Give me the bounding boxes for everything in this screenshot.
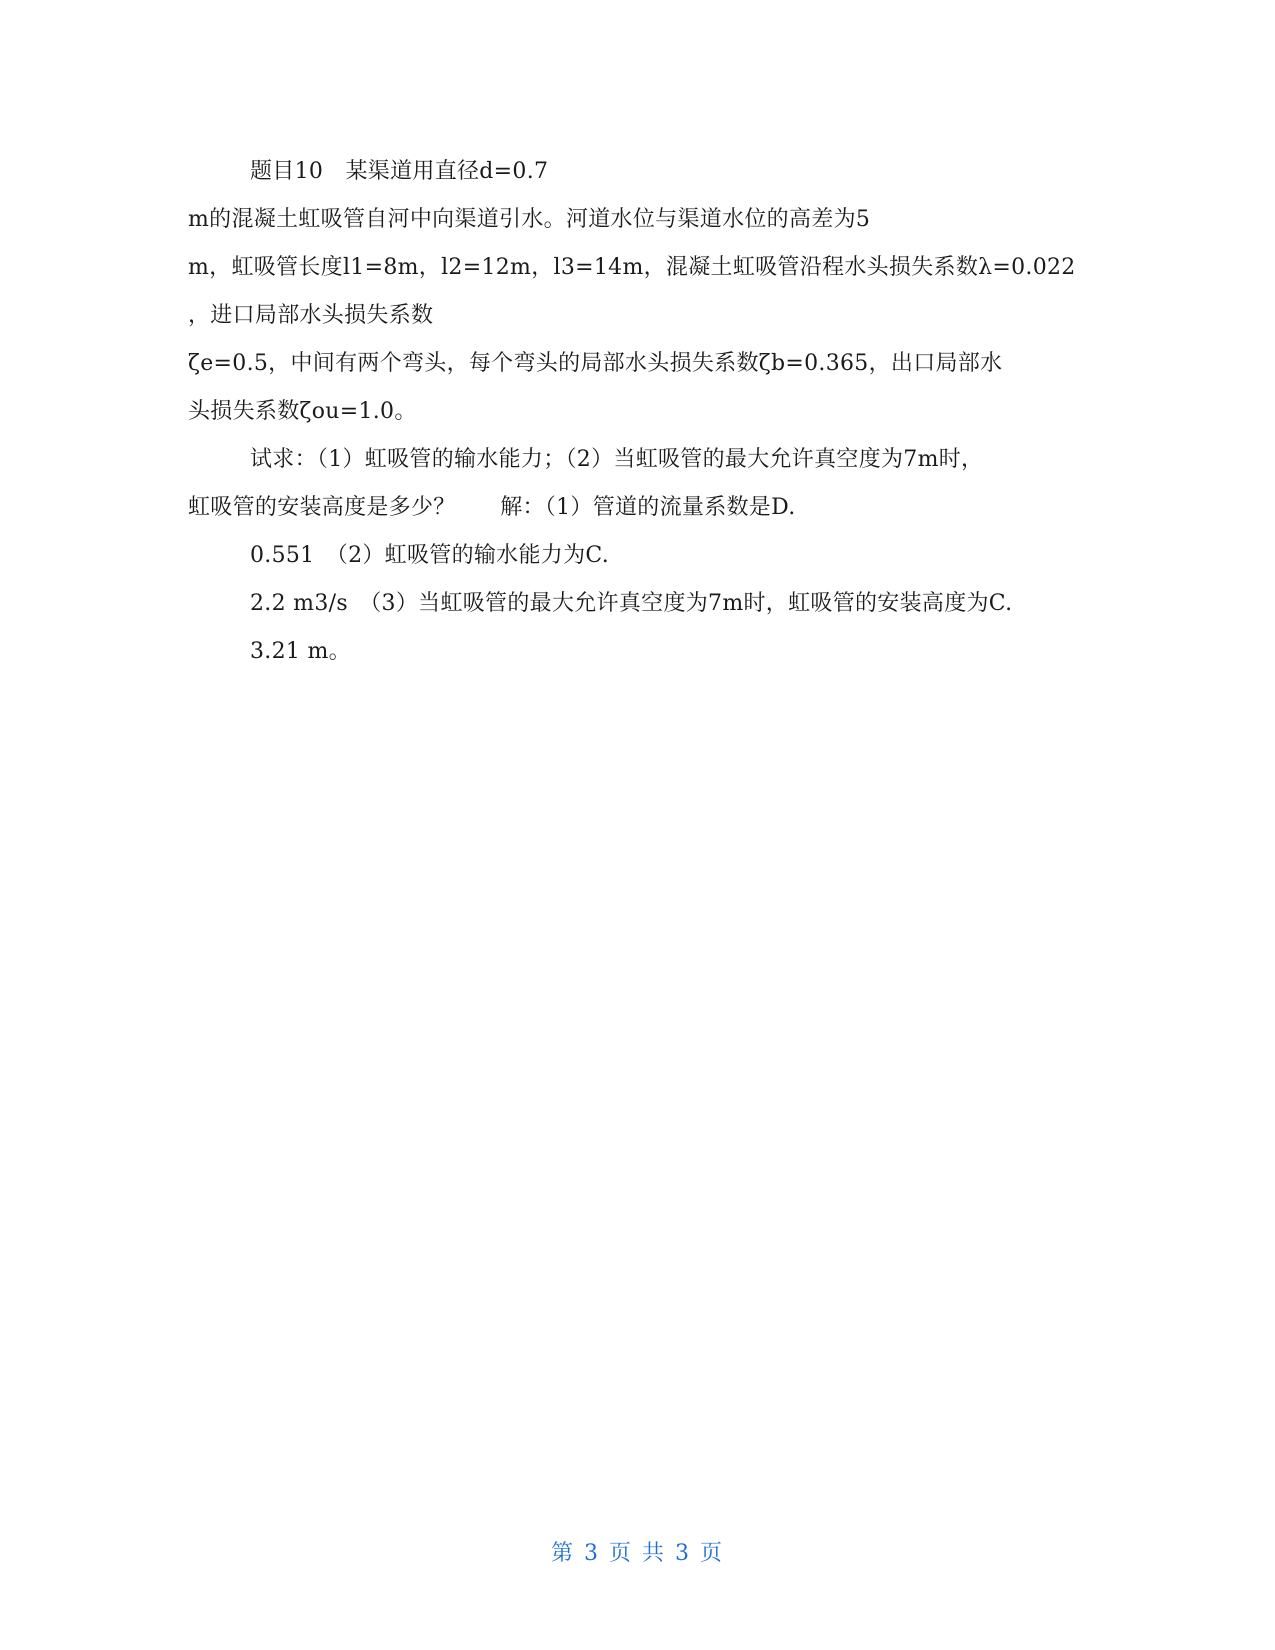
- problem-text-line: ζe=0.5，中间有两个弯头，每个弯头的局部水头损失系数ζb=0.365，出口局部水: [188, 351, 1003, 376]
- problem-text-line: ，进口局部水头损失系数: [188, 303, 434, 328]
- problem-text-line: m的混凝土虹吸管自河中向渠道引水。河道水位与渠道水位的高差为5: [188, 207, 871, 232]
- problem-text-line: 头损失系数ζou=1.0。: [188, 399, 417, 424]
- problem-text-line: m，虹吸管长度l1=8m，l2=12m，l3=14m，混凝土虹吸管沿程水头损失系数λ=0.022: [188, 255, 1076, 280]
- page-number: 第 3 页 共 3 页: [551, 1541, 724, 1566]
- document-body: [188, 148, 1088, 676]
- answer-line: 3.21 m。: [250, 639, 351, 664]
- answer-line: 0.551 （2）虹吸管的输水能力为C.: [250, 543, 610, 568]
- answer-line: 2.2 m3/s （3）当虹吸管的最大允许真空度为7m时，虹吸管的安装高度为C.: [250, 591, 1013, 616]
- question-line: 虹吸管的安装高度是多少？ 解：（1）管道的流量系数是D.: [188, 495, 796, 520]
- problem-title-line: 题目10 某渠道用直径d=0.7: [250, 159, 549, 184]
- question-line: 试求：（1）虹吸管的输水能力；（2）当虹吸管的最大允许真空度为7m时，: [250, 447, 984, 472]
- page-footer: [0, 1536, 1275, 1567]
